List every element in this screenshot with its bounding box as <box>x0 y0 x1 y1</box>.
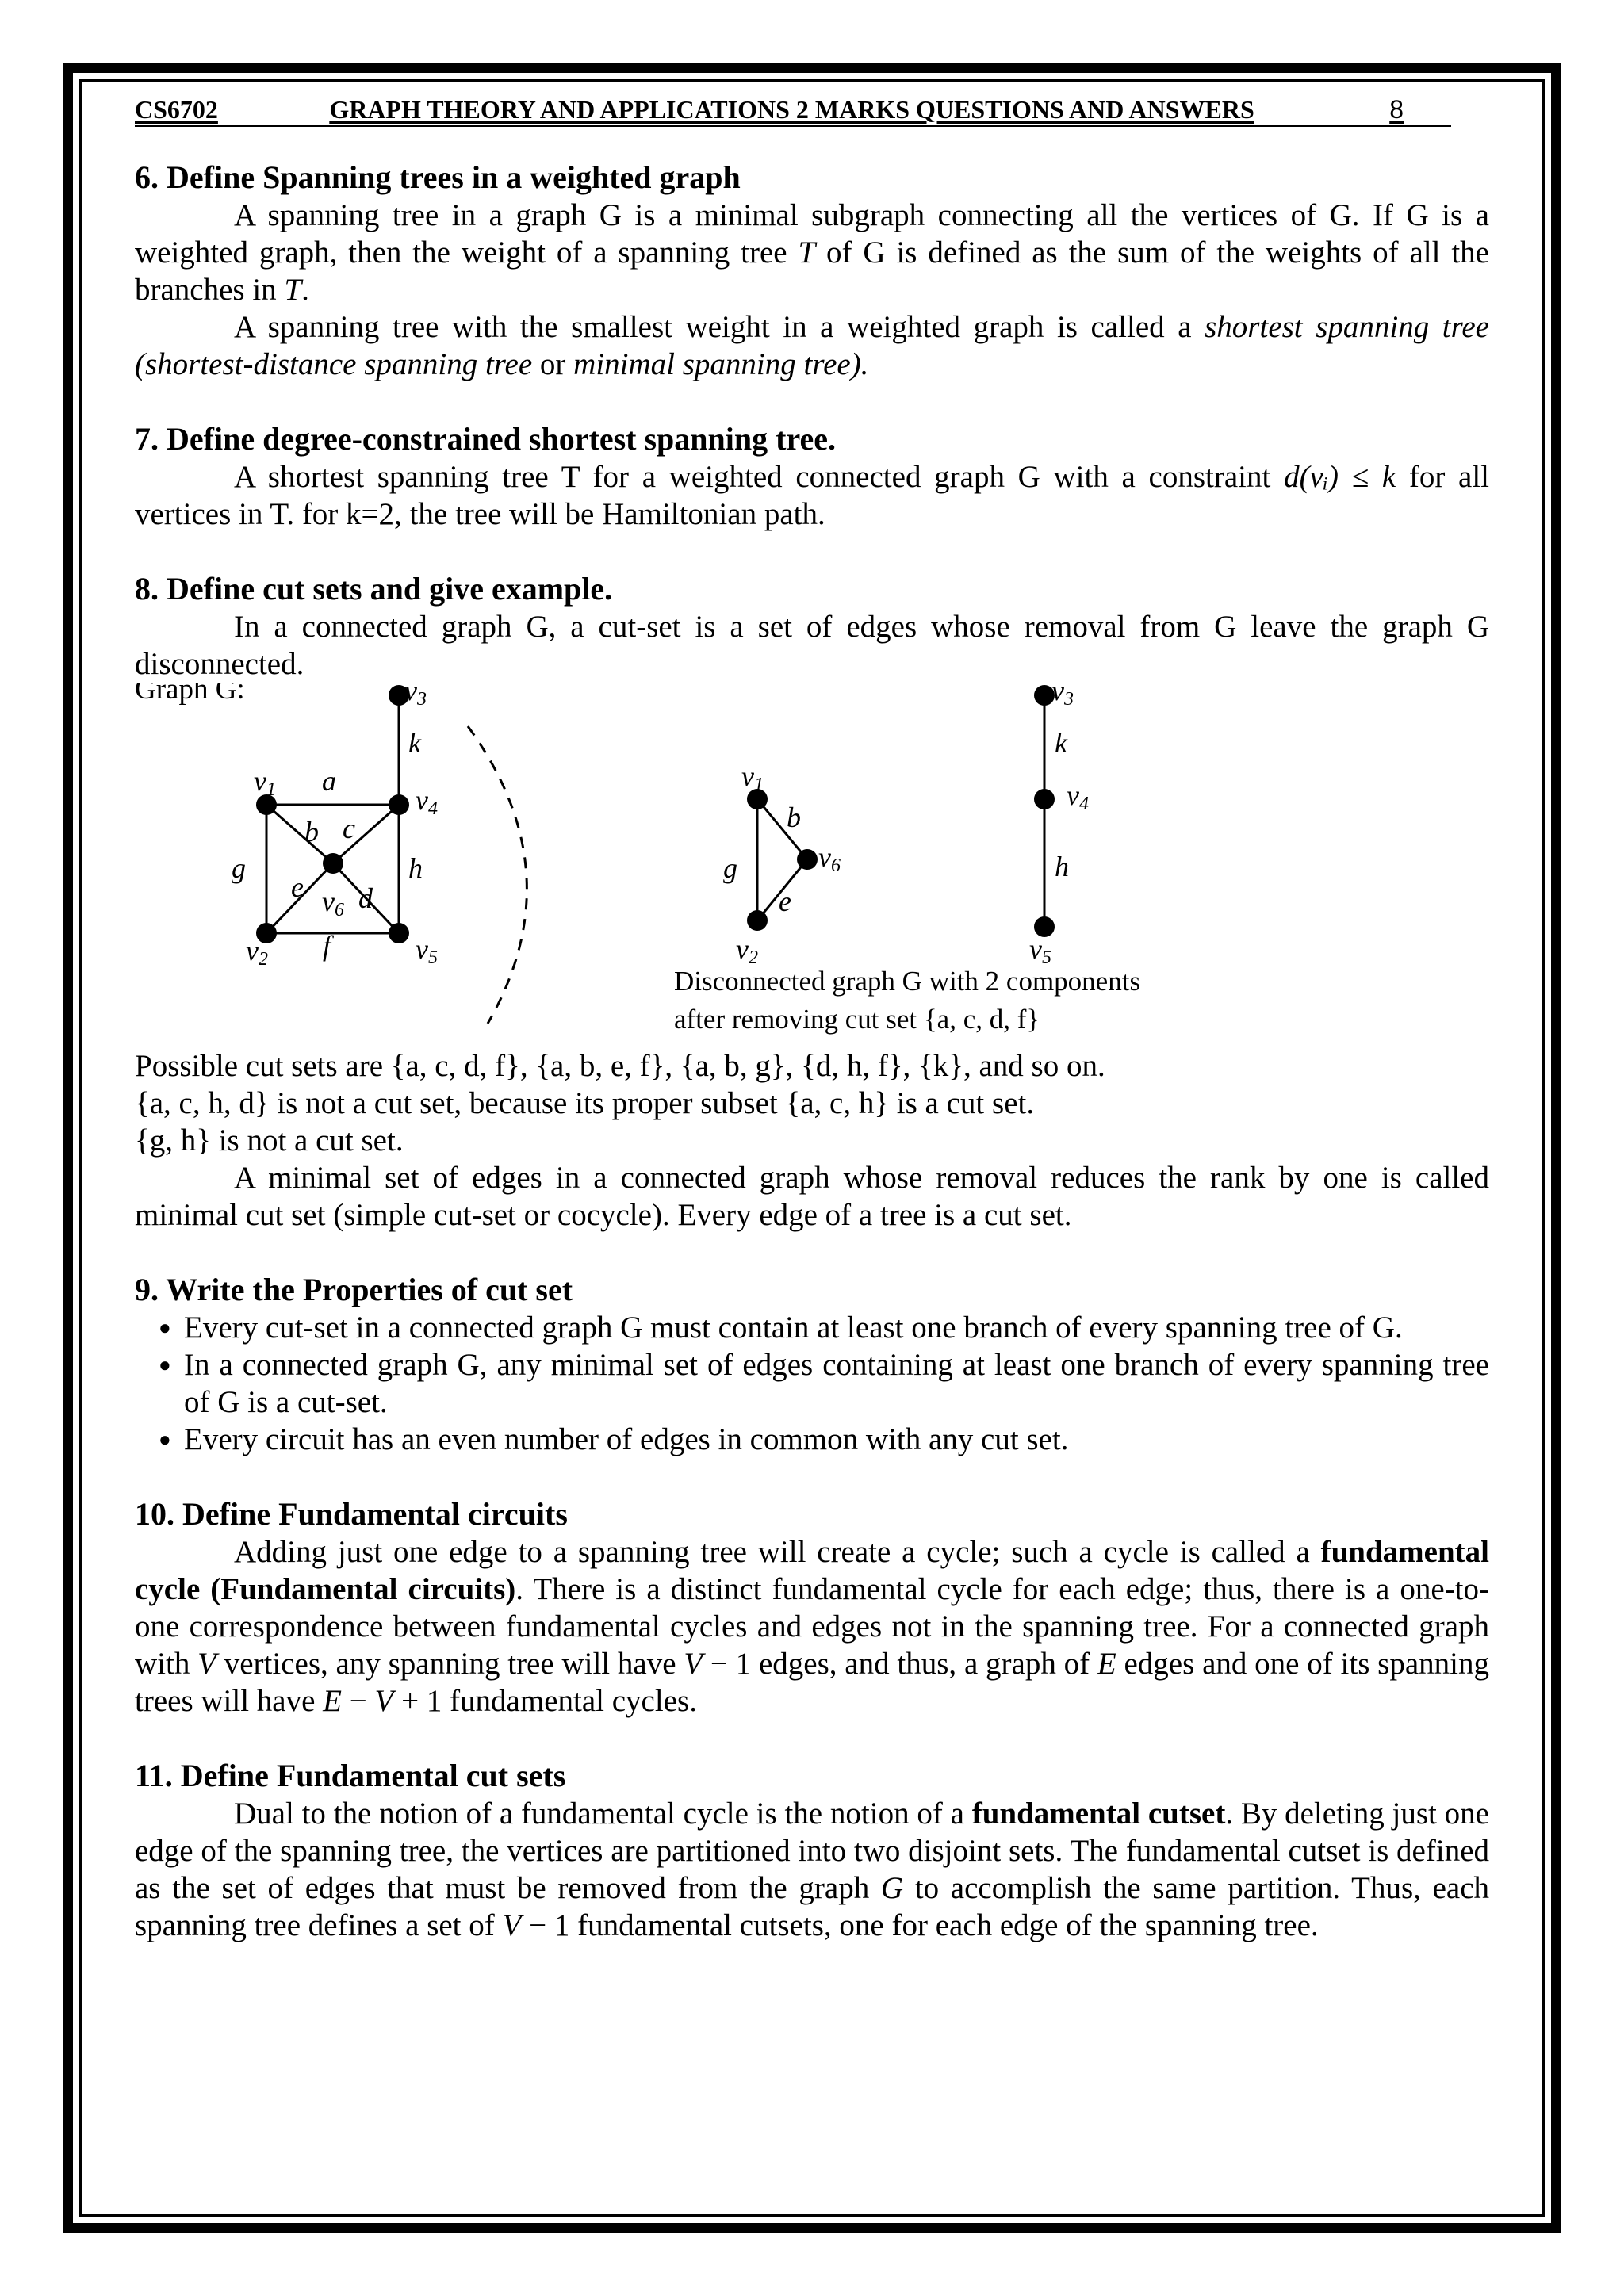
q8-not-cut-set-line-2: {g, h} is not a cut set. <box>135 1123 404 1158</box>
q6-heading: 6. Define Spanning trees in a weighted graph <box>135 159 741 195</box>
vertex-v2 <box>256 923 277 943</box>
label-v6: v6 <box>322 886 344 920</box>
label-v5: v5 <box>416 933 438 968</box>
label-edge-k: k <box>408 727 421 759</box>
component1-vertex-v6 <box>797 849 818 870</box>
label-edge-h: h <box>408 852 423 884</box>
q7-paragraph: A shortest spanning tree T for a weighted connected graph G with a constraint d(vᵢ) ≤ k for all vertices in T. for k=2, the tree will be Hamiltonian path. <box>135 460 1489 531</box>
label-edge-e: e <box>291 871 304 903</box>
label-v1: v1 <box>254 765 276 800</box>
label-edge-d: d <box>358 882 373 914</box>
c2-label-edge-k: k <box>1055 727 1067 759</box>
label-edge-c: c <box>343 813 355 844</box>
label-v2: v2 <box>246 935 268 970</box>
page-content <box>135 94 1489 1944</box>
q6-paragraph-2: A spanning tree with the smallest weight in a weighted graph is called a shortest spanning tree (shortest-distance spanning tree or minimal spanning tree). <box>135 310 1489 381</box>
component2-vertex-v4 <box>1034 789 1055 809</box>
q9-heading: 9. Write the Properties of cut set <box>135 1272 573 1307</box>
list-item: ● Every cut-set in a connected graph G must contain at least one branch of every spanning tree of G. <box>159 1309 1489 1346</box>
q6-paragraph-1: A spanning tree in a graph G is a minimal subgraph connecting all the vertices of G. If G is a weighted graph, then the weight of a spanning tree T of G is defined as the sum of the weights of all the branches in T. <box>135 198 1489 307</box>
vertex-v4 <box>389 794 409 815</box>
label-edge-b: b <box>304 816 319 848</box>
list-item: ● In a connected graph G, any minimal set of edges containing at least one branch of every spanning tree of G is a cut-set. <box>159 1346 1489 1421</box>
header-title: GRAPH THEORY AND APPLICATIONS 2 MARKS QUESTIONS AND ANSWERS <box>329 95 1254 124</box>
cut-set-figure <box>135 683 1489 1047</box>
figure-caption-line-2: after removing cut set {a, c, d, f} <box>674 1004 1040 1035</box>
component1-vertex-v2 <box>747 910 768 931</box>
course-code: CS6702 <box>135 95 218 124</box>
label-edge-g: g <box>232 852 246 884</box>
c2-label-v3: v3 <box>1051 683 1074 710</box>
page-header <box>135 94 1451 127</box>
label-edge-a: a <box>322 765 336 797</box>
c2-label-v4: v4 <box>1067 779 1089 814</box>
c1-label-edge-e: e <box>779 886 791 917</box>
c1-label-v1: v1 <box>741 760 764 795</box>
vertex-v5 <box>389 923 409 943</box>
c2-label-edge-h: h <box>1055 851 1069 882</box>
q11-heading: 11. Define Fundamental cut sets <box>135 1758 566 1793</box>
q8-cut-sets-line: Possible cut sets are {a, c, d, f}, {a, b, e, f}, {a, b, g}, {d, h, f}, {k}, and so on. <box>135 1049 1105 1083</box>
vertex-v6 <box>323 853 343 874</box>
page-number: 8 <box>1389 95 1404 124</box>
label-v3: v3 <box>404 683 427 710</box>
q8-paragraph-1: In a connected graph G, a cut-set is a set of edges whose removal from G leave the graph G disconnected. <box>135 610 1489 681</box>
c1-label-v6: v6 <box>818 841 841 876</box>
degree-constraint: d(vᵢ) ≤ k <box>1284 460 1396 494</box>
q9-properties-list <box>135 1309 1489 1458</box>
list-item: ● Every circuit has an even number of edges in common with any cut set. <box>159 1421 1489 1458</box>
c1-label-edge-b: b <box>787 802 801 833</box>
cut-line <box>468 726 527 1024</box>
q10-paragraph: Adding just one edge to a spanning tree will create a cycle; such a cycle is called a fundamental cycle (Fundamental circuits). There is a distinct fundamental cycle for each edge; thus, there is a one-to-one correspondence between fundamental cycles and edges not in the spanning tree. For a connected graph with V vertices, any spanning tree will have V − 1 edges, and thus, a graph of E edges and one of its spanning trees will have E − V + 1 fundamental cycles. <box>135 1535 1490 1718</box>
q7-heading: 7. Define degree-constrained shortest spanning tree. <box>135 421 836 457</box>
q10-heading: 10. Define Fundamental circuits <box>135 1496 568 1532</box>
q8-not-cut-set-line-1: {a, c, h, d} is not a cut set, because its proper subset {a, c, h} is a cut set. <box>135 1086 1035 1120</box>
c2-label-v5: v5 <box>1029 933 1051 968</box>
label-edge-f: f <box>323 930 331 962</box>
q11-paragraph: Dual to the notion of a fundamental cycle is the notion of a fundamental cutset. By deleting just one edge of the spanning tree, the vertices are partitioned into two disjoint sets. The fundamental cutset is defined as the set of edges that must be removed from the graph G to accomplish the same partition. Thus, each spanning tree defines a set of V − 1 fundamental cutsets, one for each edge of the spanning tree. <box>135 1797 1490 1942</box>
label-v4: v4 <box>416 784 438 819</box>
q8-paragraph-2: A minimal set of edges in a connected graph whose removal reduces the rank by one is called minimal cut set (simple cut-set or cocycle). Every edge of a tree is a cut set. <box>135 1161 1489 1232</box>
cut-set-diagram <box>135 683 1489 1047</box>
graph-g-label: Graph G: <box>135 683 245 706</box>
q8-heading: 8. Define cut sets and give example. <box>135 571 613 607</box>
c1-label-v2: v2 <box>736 933 758 968</box>
c1-label-edge-g: g <box>723 852 737 884</box>
figure-caption-line-1: Disconnected graph G with 2 components <box>674 966 1141 997</box>
edge-b <box>266 805 333 863</box>
